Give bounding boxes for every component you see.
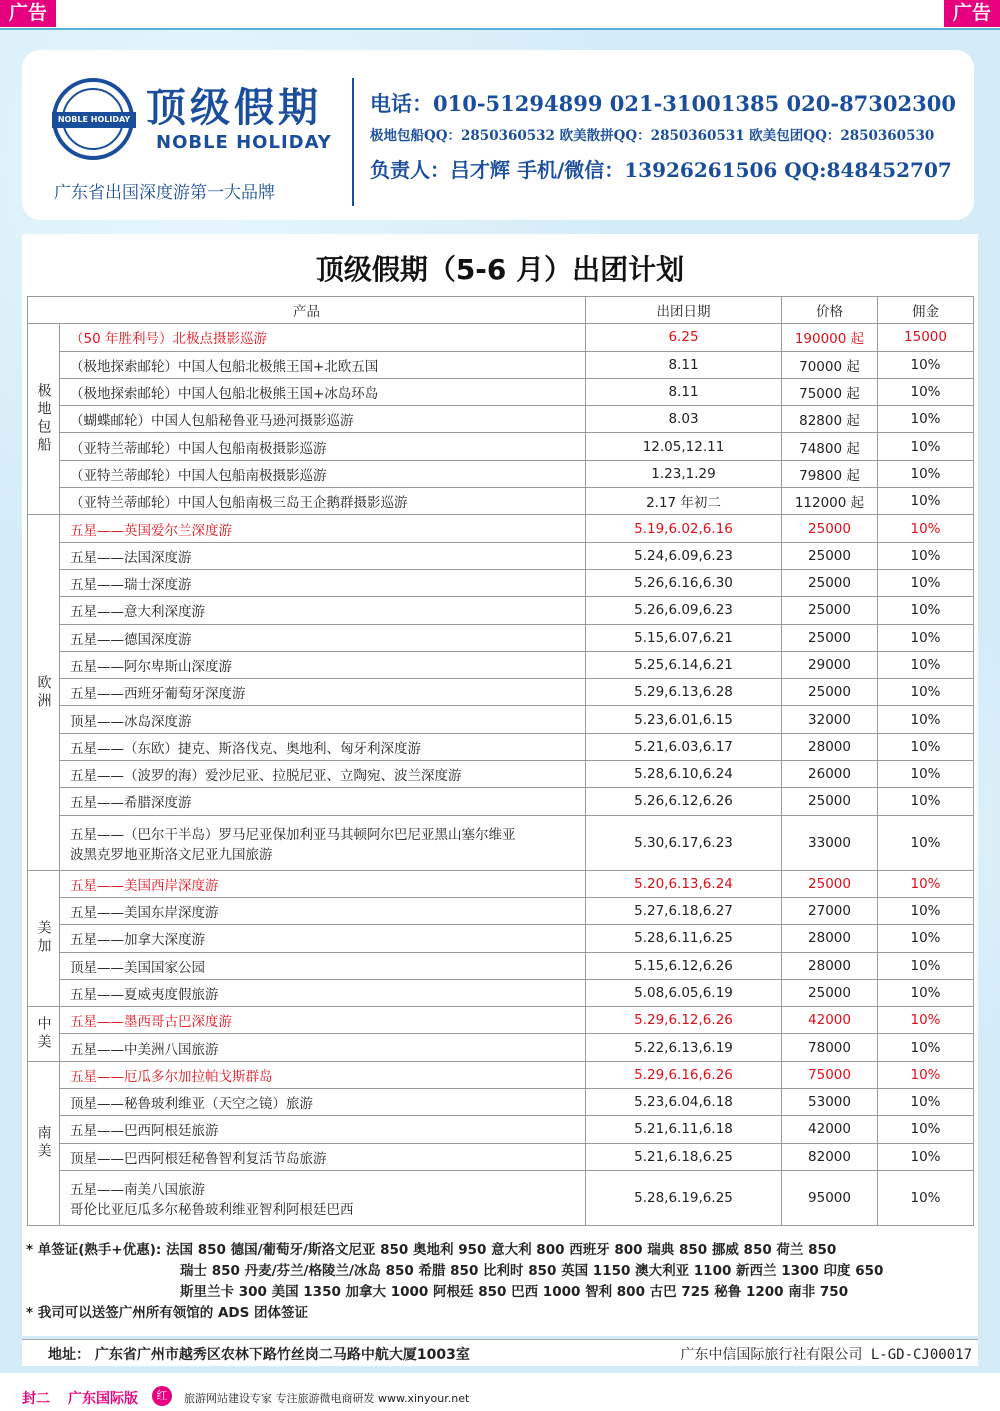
dates-cell: 5.15,6.12,6.26 (586, 952, 782, 979)
product-name: （50 年胜利号）北极点摄影巡游 (70, 331, 267, 348)
table-row (28, 897, 974, 924)
table-row (28, 542, 974, 569)
price-cell: 75000 起 (782, 378, 878, 405)
commission-cell: 10% (878, 979, 974, 1006)
commission-cell: 10% (878, 460, 974, 487)
logo-english-name: NOBLE HOLIDAY (156, 132, 332, 153)
product-name: （极地探索邮轮）中国人包船北极熊王国+北欧五国 (70, 358, 379, 375)
product-cell (60, 815, 586, 870)
dates-cell: 5.20,6.13,6.24 (586, 870, 782, 897)
commission-cell: 10% (878, 569, 974, 596)
commission-cell: 10% (878, 378, 974, 405)
dates-cell: 12.05,12.11 (586, 433, 782, 460)
contact-phone: 电话：010-51294899 021-31001385 020-87302300 (370, 91, 956, 116)
price-cell: 25000 (782, 679, 878, 706)
dates-cell: 5.21,6.11,6.18 (586, 1116, 782, 1143)
commission-cell: 10% (878, 1007, 974, 1034)
table-row (28, 433, 974, 460)
product-cell (60, 1143, 586, 1170)
product-cell (60, 1089, 586, 1116)
table-row (28, 925, 974, 952)
table-header-row (28, 297, 974, 324)
contact-qq: 极地包船QQ：2850360532 欧美散拼QQ：2850360531 欧美包团QQ：2850360530 (370, 128, 935, 144)
product-cell (60, 406, 586, 433)
dates-cell: 5.08,6.05,6.19 (586, 979, 782, 1006)
product-cell (60, 925, 586, 952)
top-strip (0, 0, 1000, 28)
product-cell (60, 488, 586, 515)
price-cell: 42000 (782, 1116, 878, 1143)
product-name: （亚特兰蒂邮轮）中国人包船南极摄影巡游 (70, 467, 327, 484)
table-row (28, 1089, 974, 1116)
product-name: 五星——瑞士深度游 (70, 577, 192, 594)
table-row (28, 488, 974, 515)
product-cell (60, 788, 586, 815)
header-card (22, 50, 974, 220)
product-cell (60, 542, 586, 569)
table-row (28, 378, 974, 405)
contact-owner: 负责人：吕才辉 手机/微信：13926261506 QQ:848452707 (370, 158, 952, 182)
product-name: （亚特兰蒂邮轮）中国人包船南极三岛王企鹅群摄影巡游 (70, 495, 408, 512)
commission-cell: 10% (878, 597, 974, 624)
commission-cell: 10% (878, 897, 974, 924)
header-dates: 出团日期 (586, 297, 782, 324)
product-name: 五星——巴西阿根廷旅游 (70, 1123, 219, 1140)
product-name: 五星——希腊深度游 (70, 795, 192, 812)
logo-chinese-name: 顶级假期 (146, 84, 322, 131)
product-name: 五星——墨西哥古巴深度游 (70, 1014, 232, 1031)
dates-cell: 5.28,6.10,6.24 (586, 761, 782, 788)
dates-cell: 5.21,6.18,6.25 (586, 1143, 782, 1170)
product-name-continued: 哥伦比亚厄瓜多尔秘鲁玻利维亚智利阿根廷巴西 (70, 1201, 354, 1218)
dates-cell: 5.19,6.02,6.16 (586, 515, 782, 542)
product-cell (60, 979, 586, 1006)
header-divider (352, 78, 354, 206)
visa-notes (26, 1240, 883, 1324)
price-cell: 25000 (782, 979, 878, 1006)
dates-cell: 8.11 (586, 351, 782, 378)
product-name: （极地探索邮轮）中国人包船北极熊王国+冰岛环岛 (70, 386, 379, 403)
table-row (28, 406, 974, 433)
product-name: 五星——南美八国旅游 (70, 1181, 205, 1198)
visa-line-1: * 单签证(熟手+优惠): 法国 850 德国/葡萄牙/斯洛文尼亚 850 奥地利 950 意大利 800 西班牙 800 瑞典 850 挪威 850 荷兰 850 (26, 1242, 837, 1258)
logo-band: NOBLE HOLIDAY (52, 112, 136, 128)
commission-cell: 10% (878, 679, 974, 706)
table-row (28, 624, 974, 651)
product-name: （蝴蝶邮轮）中国人包船秘鲁亚马逊河摄影巡游 (70, 413, 354, 430)
commission-cell: 10% (878, 406, 974, 433)
product-cell (60, 870, 586, 897)
product-cell (60, 733, 586, 760)
dates-cell: 5.23,6.01,6.15 (586, 706, 782, 733)
header-price: 价格 (782, 297, 878, 324)
commission-cell: 10% (878, 706, 974, 733)
dates-cell: 5.29,6.16,6.26 (586, 1061, 782, 1088)
table-row (28, 1143, 974, 1170)
footer-address: 地址： 广东省广州市越秀区农林下路竹丝岗二马路中航大厦1003室 (48, 1347, 470, 1363)
dates-cell: 5.30,6.17,6.23 (586, 815, 782, 870)
commission-cell: 10% (878, 1089, 974, 1116)
price-cell: 25000 (782, 542, 878, 569)
commission-cell: 10% (878, 542, 974, 569)
price-cell: 28000 (782, 952, 878, 979)
product-name: （亚特兰蒂邮轮）中国人包船南极摄影巡游 (70, 440, 327, 457)
product-name: 五星——西班牙葡萄牙深度游 (70, 686, 246, 703)
ad-tag-right: 广告 (944, 0, 1000, 27)
bottom-slogan: 旅游网站建设专家 专注旅游微电商研发 www.xinyour.net (184, 1392, 470, 1405)
product-cell (60, 679, 586, 706)
product-cell (60, 460, 586, 487)
commission-cell: 10% (878, 870, 974, 897)
table-body (28, 324, 974, 1226)
dates-cell: 5.28,6.11,6.25 (586, 925, 782, 952)
product-cell (60, 706, 586, 733)
product-cell (60, 1034, 586, 1061)
edition-label: 广东国际版 (68, 1391, 138, 1407)
commission-cell: 10% (878, 788, 974, 815)
logo-emblem-icon (52, 78, 134, 160)
commission-cell: 15000 (878, 324, 974, 351)
category-cell: 南美 (28, 1061, 60, 1225)
price-cell: 75000 (782, 1061, 878, 1088)
tour-plan-table (27, 296, 974, 1226)
dates-cell: 8.03 (586, 406, 782, 433)
commission-cell: 10% (878, 651, 974, 678)
product-name: 五星——英国爱尔兰深度游 (70, 522, 232, 539)
price-cell: 95000 (782, 1170, 878, 1225)
commission-cell: 10% (878, 624, 974, 651)
price-cell: 25000 (782, 515, 878, 542)
price-cell: 53000 (782, 1089, 878, 1116)
dates-cell: 2.17 年初二 (586, 488, 782, 515)
product-cell (60, 1007, 586, 1034)
price-cell: 190000 起 (782, 324, 878, 351)
commission-cell: 10% (878, 925, 974, 952)
table-row (28, 979, 974, 1006)
product-cell (60, 351, 586, 378)
product-name: 五星——德国深度游 (70, 631, 192, 648)
product-name: 五星——厄瓜多尔加拉帕戈斯群岛 (70, 1068, 273, 1085)
product-name: 顶星——冰岛深度游 (70, 713, 192, 730)
commission-cell: 10% (878, 1034, 974, 1061)
product-name: 五星——（东欧）捷克、斯洛伐克、奥地利、匈牙利深度游 (70, 740, 421, 757)
footer-bar (22, 1339, 978, 1366)
dates-cell: 5.15,6.07,6.21 (586, 624, 782, 651)
product-name: 五星——中美洲八国旅游 (70, 1041, 219, 1058)
category-cell: 美加 (28, 870, 60, 1006)
table-row (28, 733, 974, 760)
dates-cell: 5.27,6.18,6.27 (586, 897, 782, 924)
price-cell: 79800 起 (782, 460, 878, 487)
price-cell: 29000 (782, 651, 878, 678)
dates-cell: 1.23,1.29 (586, 460, 782, 487)
commission-cell: 10% (878, 515, 974, 542)
price-cell: 82800 起 (782, 406, 878, 433)
price-cell: 33000 (782, 815, 878, 870)
cover-label: 封二 (22, 1391, 50, 1407)
ads-line: * 我司可以送签广州所有领馆的 ADS 团体签证 (26, 1305, 309, 1321)
table-row (28, 788, 974, 815)
table-row (28, 761, 974, 788)
dates-cell: 5.26,6.16,6.30 (586, 569, 782, 596)
product-name: 五星——夏威夷度假旅游 (70, 986, 219, 1003)
visa-line-3: 斯里兰卡 300 美国 1350 加拿大 1000 阿根廷 850 巴西 1000 智利 800 古巴 725 秘鲁 1200 南非 750 (180, 1284, 849, 1300)
product-cell (60, 433, 586, 460)
price-cell: 25000 (782, 569, 878, 596)
dates-cell: 5.24,6.09,6.23 (586, 542, 782, 569)
price-cell: 112000 起 (782, 488, 878, 515)
price-cell: 25000 (782, 788, 878, 815)
table-row (28, 815, 974, 870)
header-commission: 佣金 (878, 297, 974, 324)
dates-cell: 5.21,6.03,6.17 (586, 733, 782, 760)
price-cell: 42000 (782, 1007, 878, 1034)
product-name: 五星——美国西岸深度游 (70, 877, 219, 894)
price-cell: 82000 (782, 1143, 878, 1170)
product-cell (60, 569, 586, 596)
price-cell: 27000 (782, 897, 878, 924)
commission-cell: 10% (878, 733, 974, 760)
dates-cell: 6.25 (586, 324, 782, 351)
main-card (22, 234, 978, 1336)
visa-line-2: 瑞士 850 丹麦/芬兰/格陵兰/冰岛 850 希腊 850 比利时 850 英国 1150 澳大利亚 1100 新西兰 1300 印度 650 (180, 1263, 884, 1279)
dates-cell: 5.25,6.14,6.21 (586, 651, 782, 678)
commission-cell: 10% (878, 433, 974, 460)
ad-tag-left: 广告 (0, 0, 56, 27)
product-cell (60, 897, 586, 924)
product-name-continued: 波黑克罗地亚斯洛文尼亚九国旅游 (70, 846, 273, 863)
product-name: 五星——（巴尔干半岛）罗马尼亚保加利亚马其顿阿尔巴尼亚黑山塞尔维亚 (70, 826, 516, 843)
table-row (28, 1061, 974, 1088)
table-row (28, 706, 974, 733)
commission-cell: 10% (878, 815, 974, 870)
product-cell (60, 1170, 586, 1225)
table-row (28, 324, 974, 351)
dates-cell: 5.22,6.13,6.19 (586, 1034, 782, 1061)
table-row (28, 651, 974, 678)
price-cell: 78000 (782, 1034, 878, 1061)
table-row (28, 870, 974, 897)
commission-cell: 10% (878, 1116, 974, 1143)
category-cell: 极地包船 (28, 324, 60, 515)
product-cell (60, 324, 586, 351)
product-cell (60, 952, 586, 979)
commission-cell: 10% (878, 1143, 974, 1170)
category-cell: 中美 (28, 1007, 60, 1062)
table-row (28, 1007, 974, 1034)
product-name: 五星——（波罗的海）爱沙尼亚、拉脱尼亚、立陶宛、波兰深度游 (70, 768, 462, 785)
product-name: 五星——意大利深度游 (70, 604, 205, 621)
product-cell (60, 1116, 586, 1143)
commission-cell: 10% (878, 761, 974, 788)
red-badge-icon: 红 (152, 1386, 172, 1406)
product-cell (60, 515, 586, 542)
dates-cell: 5.26,6.12,6.26 (586, 788, 782, 815)
header-product: 产品 (28, 297, 586, 324)
product-name: 顶星——巴西阿根廷秘鲁智利复活节岛旅游 (70, 1150, 327, 1167)
commission-cell: 10% (878, 1061, 974, 1088)
dates-cell: 5.29,6.13,6.28 (586, 679, 782, 706)
bottom-strip (0, 1380, 1000, 1411)
commission-cell: 10% (878, 488, 974, 515)
price-cell: 28000 (782, 733, 878, 760)
table-row (28, 460, 974, 487)
brand-slogan: 广东省出国深度游第一大品牌 (54, 183, 275, 203)
footer-agency: 广东中信国际旅行社有限公司 L-GD-CJ00017 (680, 1347, 972, 1363)
product-name: 五星——阿尔卑斯山深度游 (70, 659, 232, 675)
dates-cell: 5.23,6.04,6.18 (586, 1089, 782, 1116)
price-cell: 70000 起 (782, 351, 878, 378)
product-cell (60, 624, 586, 651)
table-row (28, 1116, 974, 1143)
price-cell: 25000 (782, 597, 878, 624)
product-name: 顶星——秘鲁玻利维亚（天空之镜）旅游 (70, 1096, 313, 1113)
product-name: 五星——法国深度游 (70, 549, 192, 566)
price-cell: 74800 起 (782, 433, 878, 460)
dates-cell: 8.11 (586, 378, 782, 405)
table-row (28, 679, 974, 706)
product-cell (60, 378, 586, 405)
price-cell: 25000 (782, 624, 878, 651)
price-cell: 32000 (782, 706, 878, 733)
commission-cell: 10% (878, 351, 974, 378)
table-row (28, 952, 974, 979)
table-row (28, 515, 974, 542)
price-cell: 25000 (782, 870, 878, 897)
product-name: 五星——加拿大深度游 (70, 932, 205, 949)
commission-cell: 10% (878, 952, 974, 979)
table-row (28, 597, 974, 624)
price-cell: 26000 (782, 761, 878, 788)
table-row (28, 569, 974, 596)
page-title: 顶级假期（5-6 月）出团计划 (315, 253, 685, 286)
dates-cell: 5.26,6.09,6.23 (586, 597, 782, 624)
dates-cell: 5.28,6.19,6.25 (586, 1170, 782, 1225)
category-cell: 欧洲 (28, 515, 60, 870)
product-name: 五星——美国东岸深度游 (70, 905, 219, 922)
product-name: 顶星——美国国家公园 (70, 959, 205, 976)
product-cell (60, 761, 586, 788)
table-row (28, 1034, 974, 1061)
table-row (28, 1170, 974, 1225)
product-cell (60, 597, 586, 624)
commission-cell: 10% (878, 1170, 974, 1225)
product-cell (60, 1061, 586, 1088)
dates-cell: 5.29,6.12,6.26 (586, 1007, 782, 1034)
product-cell (60, 651, 586, 678)
price-cell: 28000 (782, 925, 878, 952)
table-row (28, 351, 974, 378)
